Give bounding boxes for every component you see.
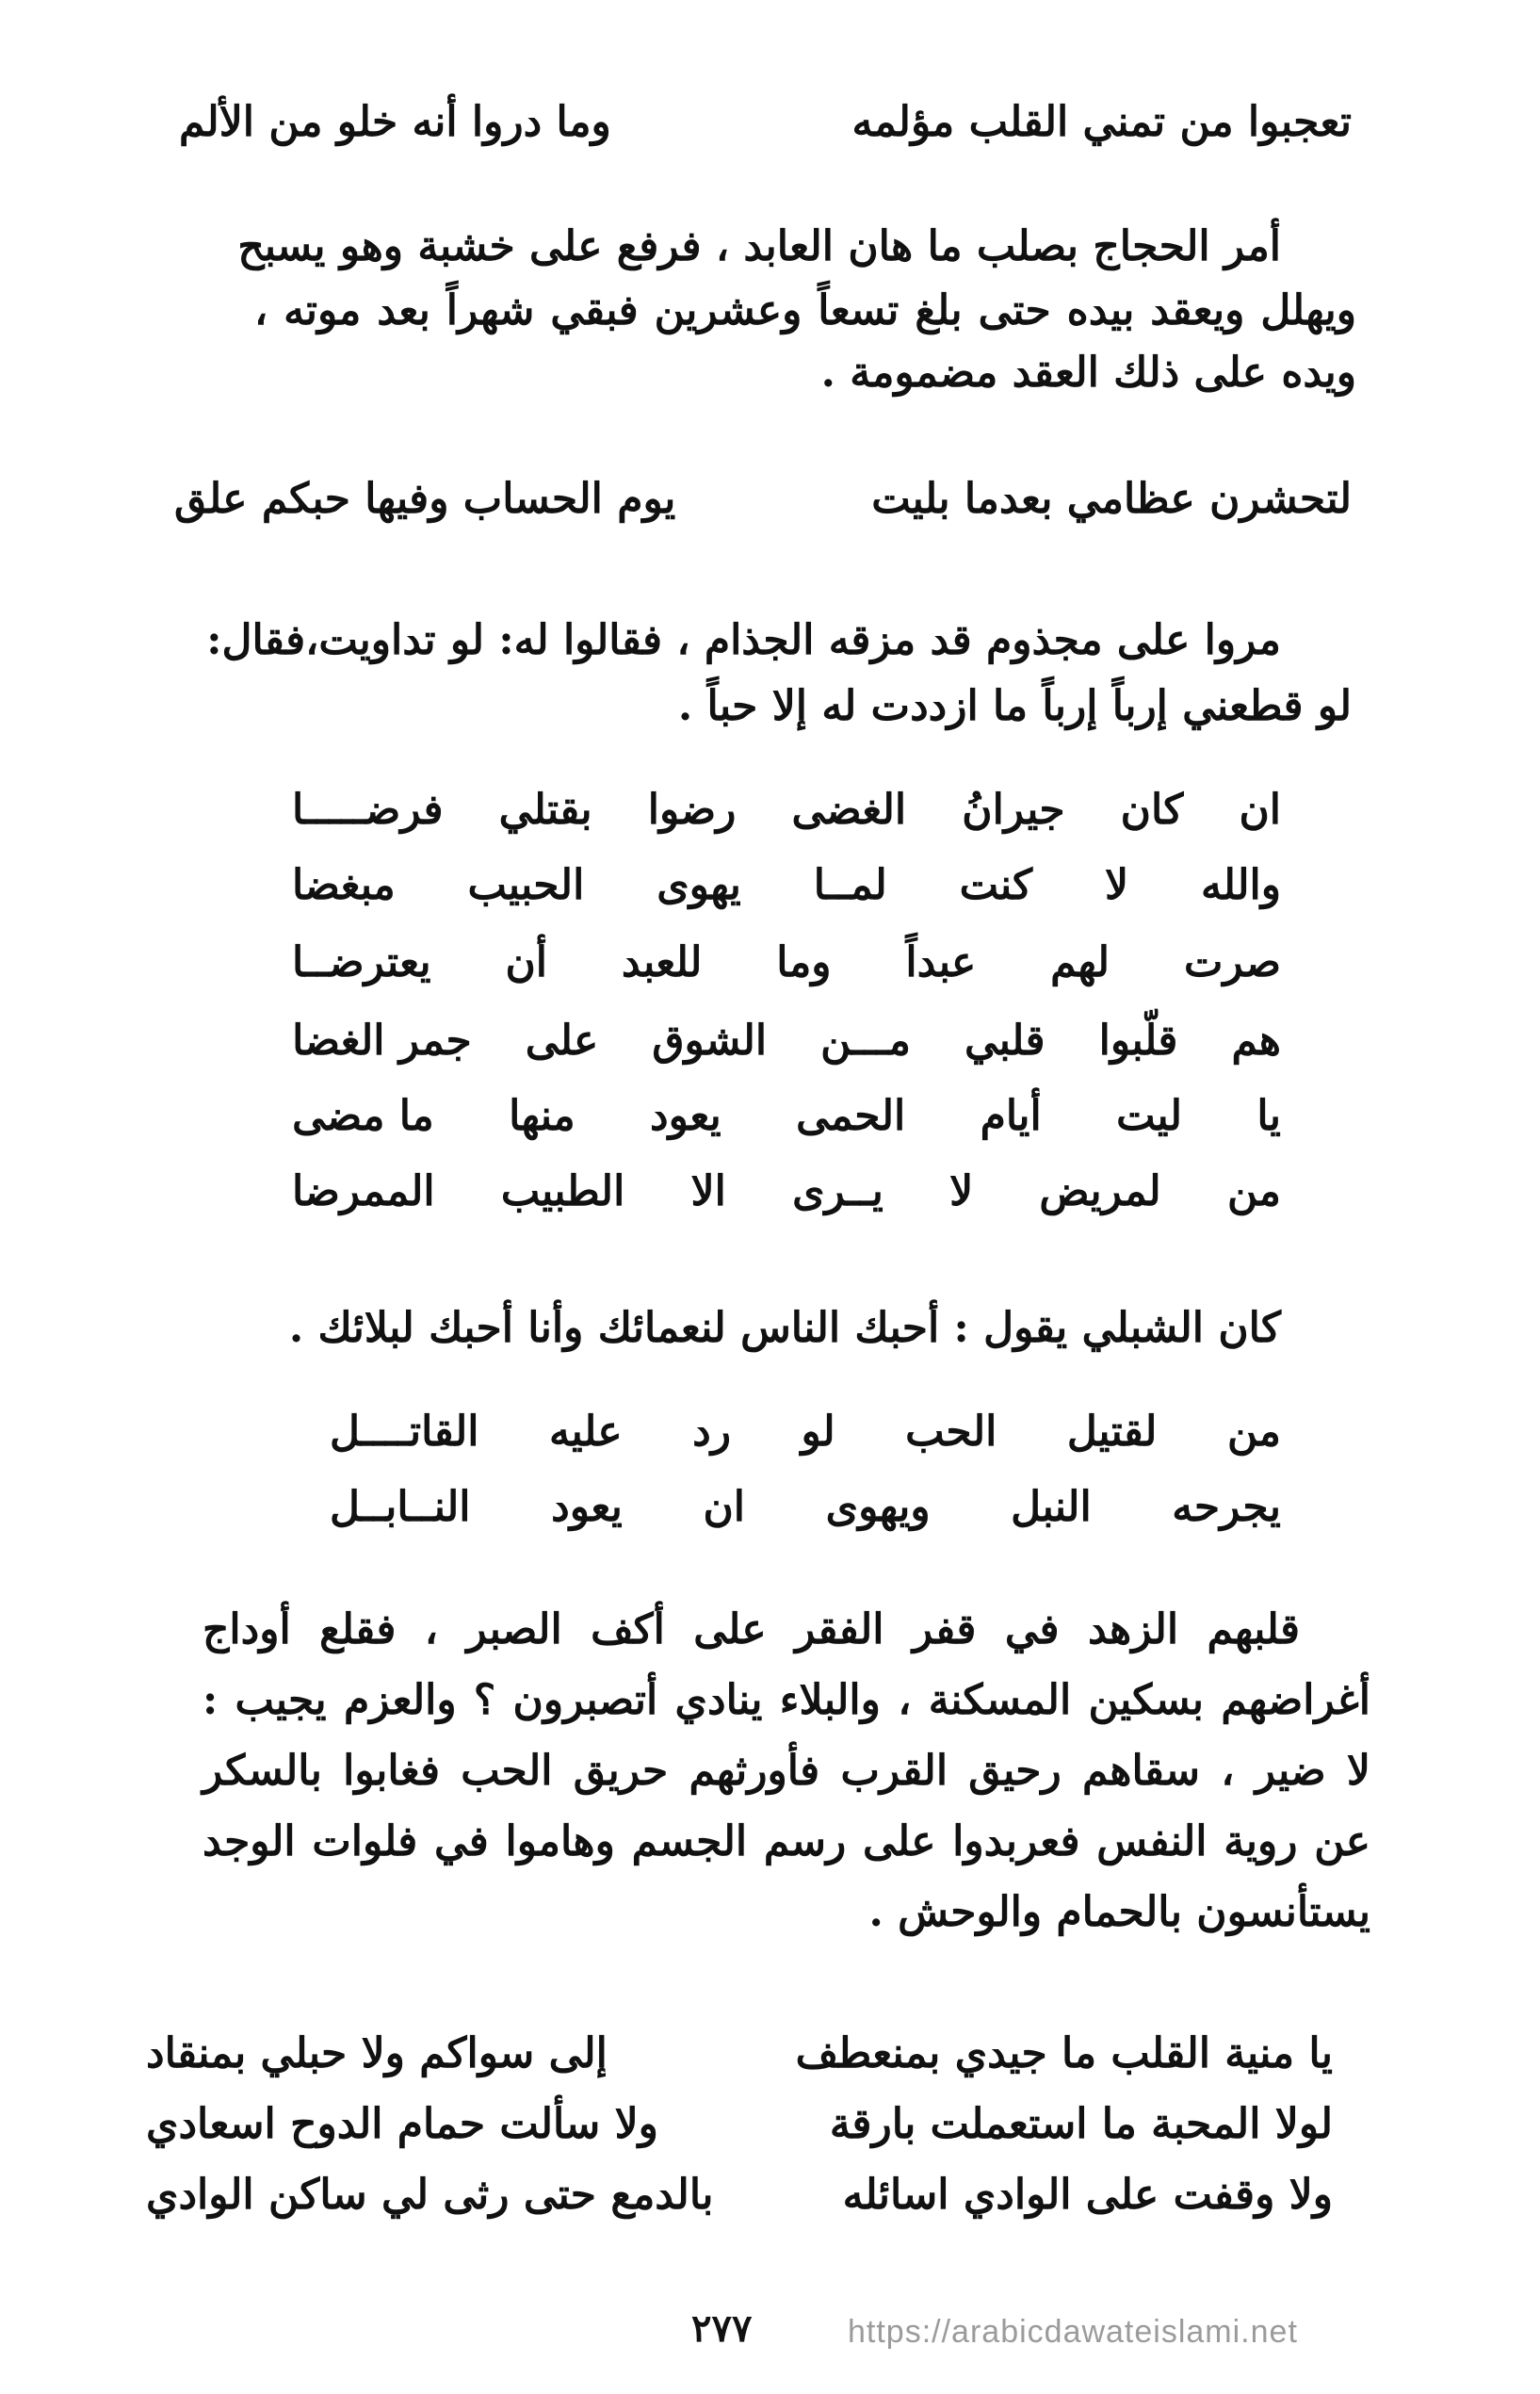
- poem-word: منها: [509, 1092, 575, 1140]
- poem2-verse-2: [330, 1479, 1281, 1536]
- poem1-verse-3: [292, 935, 1281, 991]
- poem1-verse-1: [292, 782, 1281, 839]
- poem-word: كنت: [959, 861, 1033, 909]
- poem-word: الشوق: [652, 1017, 768, 1065]
- story3-line-3: لا ضير ، سقاهم رحيق القرب فأورثهم حريق الحب فغابوا بالسكر: [203, 1747, 1370, 1795]
- poem1-verse-5: [292, 1088, 1281, 1145]
- verse2-right-hemistich: لتحشرن عظامي بعدما بليت: [871, 475, 1352, 523]
- poem-word: ليت: [1116, 1092, 1182, 1140]
- poem-word: لمريض: [1039, 1167, 1161, 1215]
- story2-line-2: لو قطعني إرباً إرباً ما ازددت له إلا حباً .: [677, 682, 1352, 730]
- poem-word: لا: [949, 1167, 974, 1215]
- story3-line-2: أغراضهم بسكين المسكنة ، والبلاء ينادي أتصبرون ؟ والعزم يجيب :: [203, 1676, 1370, 1724]
- poem-word: وما: [776, 938, 832, 986]
- poem-word: على: [525, 1017, 599, 1065]
- verse-right-hemistich: لولا المحبة ما استعملت بارقة: [829, 2100, 1333, 2148]
- verse-left-hemistich: ولا سألت حمام الدوح اسعادي: [146, 2100, 658, 2148]
- poem-word: جمر الغضا: [292, 1017, 472, 1065]
- poem3-verse-2: [146, 2096, 1333, 2153]
- poem-word: القاتــــل: [330, 1408, 479, 1456]
- poem-word: الا: [690, 1167, 726, 1215]
- story1-line-1: أمر الحجاج بصلب ما هان العابد ، فرفع على خشبة وهو يسبح: [237, 222, 1281, 270]
- poem-word: يا: [1256, 1092, 1281, 1140]
- poem-word: أن: [505, 938, 547, 986]
- poem-word: يعود: [650, 1092, 721, 1140]
- poem-word: صرت: [1183, 938, 1281, 986]
- poem-word: هم: [1231, 1017, 1281, 1065]
- poem-word: ان: [1239, 786, 1281, 834]
- poem-word: يــرى: [792, 1167, 883, 1215]
- poem-word: الحبيب: [467, 861, 585, 909]
- poem-word: يعترضــا: [292, 938, 431, 986]
- verse2-left-hemistich: يوم الحساب وفيها حبكم علق: [174, 475, 676, 523]
- poem-word: للعبد: [621, 938, 703, 986]
- poem-word: الطبيب: [500, 1167, 625, 1215]
- poem-word: مبغضا: [292, 861, 396, 909]
- opening-verse: [179, 94, 1352, 151]
- story3-line-1: قلبهم الزهد في قفر الفقر على أكف الصبر ، فقلع أوداج: [203, 1605, 1300, 1653]
- poem-word: والله: [1200, 861, 1281, 909]
- poem1-verse-4: [292, 1013, 1281, 1069]
- poem-word: جيرانُ: [962, 786, 1065, 834]
- poem-word: الحمى: [796, 1092, 906, 1140]
- poem1-verse-2: [292, 857, 1281, 914]
- poem-word: قلبي: [964, 1017, 1046, 1065]
- verse-2: [174, 471, 1352, 528]
- poem-word: النــابــل: [330, 1483, 471, 1531]
- verse-left-hemistich: وما دروا أنه خلو من الألم: [179, 98, 611, 146]
- poem-word: يجرحه: [1172, 1483, 1281, 1531]
- story1-line-3: ويده على ذلك العقد مضمومة .: [820, 349, 1356, 397]
- poem-word: رد: [692, 1408, 731, 1456]
- poem-word: ان: [703, 1483, 746, 1531]
- verse-right-hemistich: تعجبوا من تمني القلب مؤلمه: [851, 98, 1352, 146]
- poem-word: لقتيل: [1066, 1408, 1158, 1456]
- poem-word: لو: [801, 1408, 835, 1456]
- verse-left-hemistich: إلى سواكم ولا حبلي بمنقاد: [146, 2029, 608, 2077]
- poem-word: بقتلي: [498, 786, 592, 834]
- story1-line-2: ويهلل ويعقد بيده حتى بلغ تسعاً وعشرين فبقي شهراً بعد موته ،: [254, 286, 1356, 334]
- poem-word: لمــا: [813, 861, 887, 909]
- poem-word: لهم: [1050, 938, 1110, 986]
- poem-word: يهوى: [657, 861, 741, 909]
- poem-word: من: [1226, 1167, 1281, 1215]
- poem-word: عليه: [548, 1408, 623, 1456]
- poem-word: لا: [1104, 861, 1129, 909]
- poem-word: يعود: [551, 1483, 623, 1531]
- poem-word: الحب: [905, 1408, 997, 1456]
- page-number: ٢٧٧: [691, 2306, 753, 2351]
- verse-left-hemistich: بالدمع حتى رثى لي ساكن الوادي: [146, 2171, 714, 2219]
- poem-word: ويهوى: [825, 1483, 931, 1531]
- story3-line-4: عن روية النفس فعربدوا على رسم الجسم وهاموا في فلوات الوجد: [203, 1817, 1370, 1865]
- story3-line-5: يستأنسون بالحمام والوحش .: [868, 1888, 1370, 1936]
- poem-word: قلّبوا: [1098, 1017, 1178, 1065]
- poem-word: رضوا: [647, 786, 737, 834]
- poem1-verse-6: [292, 1164, 1281, 1220]
- poem3-verse-3: [146, 2167, 1333, 2223]
- shibli-saying: كان الشبلي يقول : أحبك الناس لنعمائك وأنا أحبك لبلائك .: [288, 1304, 1281, 1352]
- poem-word: الغضى: [791, 786, 907, 834]
- poem-word: من: [1226, 1408, 1281, 1456]
- poem-word: أيام: [980, 1092, 1042, 1140]
- poem-word: النبل: [1011, 1483, 1092, 1531]
- source-watermark: https://arabicdawateislami.net: [848, 2314, 1298, 2350]
- poem-word: كان: [1120, 786, 1184, 834]
- poem3-verse-1: [146, 2026, 1333, 2082]
- poem-word: عبداً: [905, 938, 977, 986]
- poem-word: مـــن: [820, 1017, 911, 1065]
- verse-right-hemistich: يا منية القلب ما جيدي بمنعطف: [795, 2029, 1333, 2077]
- verse-right-hemistich: ولا وقفت على الوادي اسائله: [842, 2171, 1333, 2219]
- story2-line-1: مروا على مجذوم قد مزقه الجذام ، فقالوا له: لو تداويت،فقال:: [206, 616, 1281, 664]
- poem-word: ما مضى: [292, 1092, 434, 1140]
- poem2-verse-1: [330, 1404, 1281, 1460]
- poem-word: فرضـــــا: [292, 786, 444, 834]
- poem-word: الممرضا: [292, 1167, 435, 1215]
